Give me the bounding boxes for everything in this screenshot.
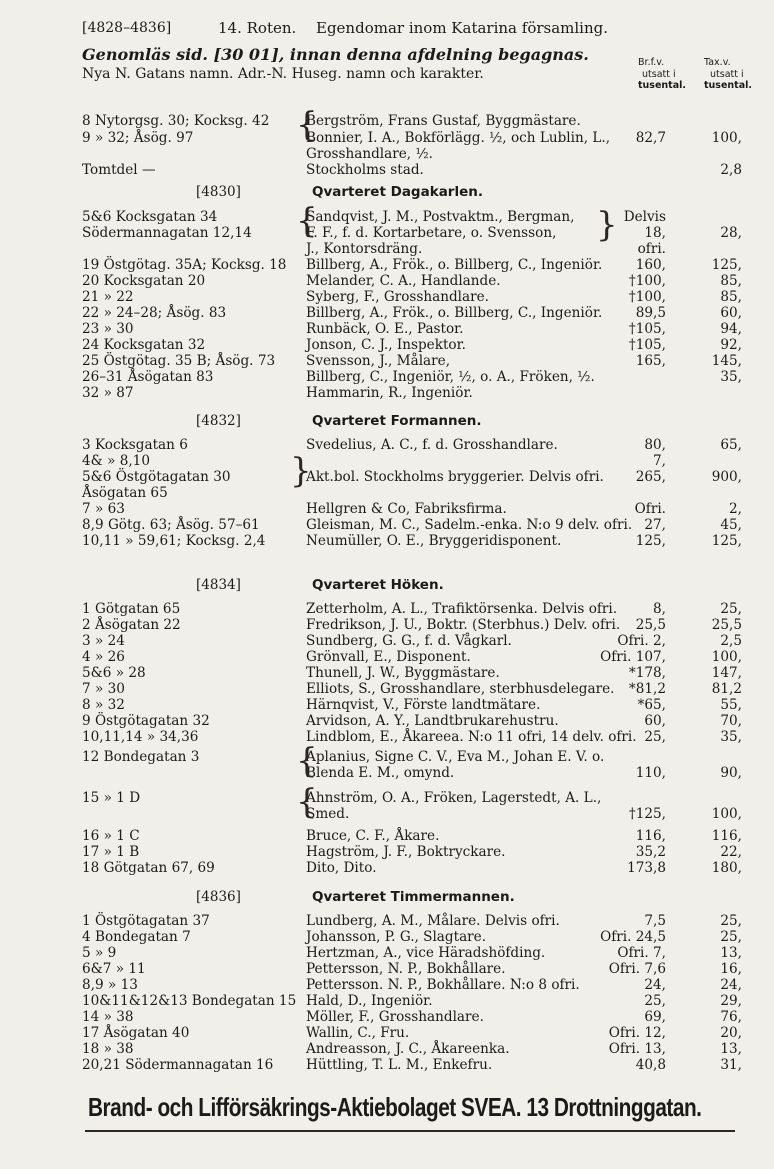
owner-cell: Billberg, A., Frök., o. Billberg, C., Ingeniör.: [306, 257, 603, 273]
brace-decoration: {: [296, 201, 318, 241]
owner-cell: Lindblom, E., Åkareea. N:o 11 ofri, 14 delv. ofri.: [306, 729, 637, 745]
fire-value-cell: Ofri. 2,: [617, 633, 666, 649]
owner-cell: Pettersson, N. P., Bokhållare.: [306, 961, 506, 977]
block-number: [4834]: [196, 577, 241, 593]
owner-cell: Bruce, C. F., Åkare.: [306, 828, 440, 844]
owner-cell: F. F., f. d. Kortarbetare, o. Svensson,: [306, 225, 557, 241]
owner-cell: Hertzman, A., vice Häradshöfding.: [306, 945, 546, 961]
brace-decoration: {: [296, 105, 318, 145]
quarter-title: Qvarteret Dagakarlen.: [312, 184, 483, 200]
address-cell: 9 » 32; Åsög. 97: [82, 130, 194, 146]
address-cell: 20,21 Södermannagatan 16: [82, 1057, 274, 1073]
page-range: [4828–4836]: [82, 20, 172, 36]
roten-label: 14. Roten.: [218, 19, 297, 37]
fire-value-cell: 116,: [635, 828, 666, 844]
tax-value-cell: 900,: [711, 469, 742, 485]
address-cell: 25 Östgötag. 35 B; Åsög. 73: [82, 353, 276, 369]
owner-cell: Dito, Dito.: [306, 860, 377, 876]
fire-value-cell: Ofri. 24,5: [600, 929, 666, 945]
fire-value-cell: 8,: [653, 601, 666, 617]
col-head-br: Br.f.v.: [638, 57, 665, 68]
fire-value-cell: Ofri. 107,: [600, 649, 666, 665]
fire-value-cell: 173,8: [627, 860, 666, 876]
address-cell: 20 Kocksgatan 20: [82, 273, 206, 289]
tax-value-cell: 125,: [711, 257, 742, 273]
address-cell: 32 » 87: [82, 385, 134, 401]
tax-value-cell: 35,: [720, 729, 742, 745]
tax-value-cell: 20,: [720, 1025, 742, 1041]
tax-value-cell: 24,: [720, 977, 742, 993]
owner-cell: Svedelius, A. C., f. d. Grosshandlare.: [306, 437, 558, 453]
address-cell: Södermannagatan 12,14: [82, 225, 252, 241]
owner-cell: Hammarin, R., Ingeniör.: [306, 385, 473, 401]
owner-cell: Hellgren & Co, Fabriksfirma.: [306, 501, 507, 517]
owner-cell: J., Kontorsdräng.: [306, 241, 423, 257]
owner-cell: Hald, D., Ingeniör.: [306, 993, 433, 1009]
tax-value-cell: 13,: [720, 1041, 742, 1057]
owner-cell: Akt.bol. Stockholms bryggerier. Delvis ofri.: [306, 469, 604, 485]
tax-value-cell: 125,: [711, 533, 742, 549]
tax-value-cell: 90,: [720, 765, 742, 781]
block-number: [4832]: [196, 413, 241, 429]
fire-value-cell: †125,: [628, 806, 666, 822]
fire-value-cell: 69,: [644, 1009, 666, 1025]
tax-value-cell: 85,: [720, 273, 742, 289]
address-cell: 8,9 » 13: [82, 977, 138, 993]
fire-value-cell: 27,: [644, 517, 666, 533]
fire-value-cell: *65,: [637, 697, 666, 713]
owner-cell: Johansson, P. G., Slagtare.: [306, 929, 487, 945]
tax-value-cell: 60,: [720, 305, 742, 321]
address-cell: 5&6 » 28: [82, 665, 146, 681]
owner-cell: Sandqvist, J. M., Postvaktm., Bergman,: [306, 209, 575, 225]
owner-cell: Arvidson, A. Y., Landtbrukarehustru.: [306, 713, 559, 729]
address-cell: 18 » 38: [82, 1041, 134, 1057]
fire-value-cell: ofri.: [637, 241, 666, 257]
fire-value-cell: †105,: [628, 337, 666, 353]
tax-value-cell: 100,: [711, 649, 742, 665]
fire-value-cell: †100,: [628, 289, 666, 305]
owner-cell: Bergström, Frans Gustaf, Byggmästare.: [306, 113, 581, 129]
tax-value-cell: 13,: [720, 945, 742, 961]
address-cell: 8,9 Götg. 63; Åsög. 57–61: [82, 517, 260, 533]
tax-value-cell: 70,: [720, 713, 742, 729]
col-head-tusental-2: tusental.: [704, 80, 752, 91]
quarter-title: Qvarteret Timmermannen.: [312, 889, 515, 905]
owner-cell: Jonson, C. J., Inspektor.: [306, 337, 466, 353]
tax-value-cell: 28,: [720, 225, 742, 241]
column-header-left: Nya N. Gatans namn. Adr.-N. Huseg. namn och karakter.: [82, 66, 484, 82]
fire-value-cell: 25,: [644, 993, 666, 1009]
fire-value-cell: 25,: [644, 729, 666, 745]
tax-value-cell: 2,8: [720, 162, 742, 178]
address-cell: 19 Östgötag. 35A; Kocksg. 18: [82, 257, 287, 273]
fire-value-cell: †100,: [628, 273, 666, 289]
fire-value-cell: 89,5: [635, 305, 666, 321]
owner-cell: Bonnier, I. A., Bokförlägg. ½, och Lublin, L.,: [306, 130, 611, 146]
address-cell: 8 » 32: [82, 697, 125, 713]
tax-value-cell: 92,: [720, 337, 742, 353]
owner-cell: Andreasson, J. C., Åkareenka.: [306, 1041, 510, 1057]
owner-cell: Svensson, J., Målare,: [306, 353, 451, 369]
tax-value-cell: 2,: [729, 501, 742, 517]
address-cell: Tomtdel —: [82, 162, 156, 178]
fire-value-cell: Ofri. 12,: [608, 1025, 666, 1041]
tax-value-cell: 25,: [720, 601, 742, 617]
address-cell: 7 » 30: [82, 681, 125, 697]
owner-cell: Stockholms stad.: [306, 162, 424, 178]
page-title: Egendomar inom Katarina församling.: [316, 19, 609, 37]
address-cell: 26–31 Åsögatan 83: [82, 369, 214, 385]
address-cell: 4 » 26: [82, 649, 125, 665]
owner-cell: Lundberg, A. M., Målare. Delvis ofri.: [306, 913, 560, 929]
block-number: [4836]: [196, 889, 241, 905]
quarter-title: Qvarteret Formannen.: [312, 413, 482, 429]
address-cell: 14 » 38: [82, 1009, 134, 1025]
address-cell: 4& » 8,10: [82, 453, 150, 469]
address-cell: 5&6 Kocksgatan 34: [82, 209, 218, 225]
owner-cell: Hüttling, T. L. M., Enkefru.: [306, 1057, 493, 1073]
owner-cell: Smed.: [306, 806, 350, 822]
col-head-utsatt-1: utsatt i: [642, 69, 676, 80]
tax-value-cell: 35,: [720, 369, 742, 385]
block-number: [4830]: [196, 184, 241, 200]
address-cell: 7 » 63: [82, 501, 125, 517]
brace-decoration: }: [290, 451, 312, 491]
fire-value-cell: 18,: [644, 225, 666, 241]
instruction-line: Genomläs sid. [30 01], innan denna afdelning begagnas.: [82, 45, 589, 64]
fire-value-cell: 160,: [635, 257, 666, 273]
fire-value-cell: 25,5: [635, 617, 666, 633]
address-cell: 15 » 1 D: [82, 790, 141, 806]
quarter-title: Qvarteret Höken.: [312, 577, 444, 593]
address-cell: 22 » 24–28; Åsög. 83: [82, 305, 227, 321]
address-cell: 21 » 22: [82, 289, 134, 305]
tax-value-cell: 147,: [711, 665, 742, 681]
tax-value-cell: 22,: [720, 844, 742, 860]
tax-value-cell: 31,: [720, 1057, 742, 1073]
fire-value-cell: *81,2: [628, 681, 666, 697]
fire-value-cell: 165,: [635, 353, 666, 369]
fire-value-cell: 35,2: [635, 844, 666, 860]
tax-value-cell: 25,5: [711, 617, 742, 633]
address-cell: 8 Nytorgsg. 30; Kocksg. 42: [82, 113, 270, 129]
owner-cell: Neumüller, O. E., Bryggeridisponent.: [306, 533, 562, 549]
address-cell: 18 Götgatan 67, 69: [82, 860, 215, 876]
address-cell: 23 » 30: [82, 321, 134, 337]
tax-value-cell: 25,: [720, 929, 742, 945]
address-cell: 3 » 24: [82, 633, 125, 649]
address-cell: 10,11 » 59,61; Kocksg. 2,4: [82, 533, 266, 549]
brace-decoration: {: [296, 741, 318, 781]
address-cell: 16 » 1 C: [82, 828, 140, 844]
tax-value-cell: 29,: [720, 993, 742, 1009]
tax-value-cell: 145,: [711, 353, 742, 369]
tax-value-cell: 25,: [720, 913, 742, 929]
address-cell: 24 Kocksgatan 32: [82, 337, 206, 353]
col-head-tusental-1: tusental.: [638, 80, 686, 91]
address-cell: 9 Östgötagatan 32: [82, 713, 210, 729]
address-cell: 2 Åsögatan 22: [82, 617, 181, 633]
tax-value-cell: 85,: [720, 289, 742, 305]
address-cell: Åsögatan 65: [82, 485, 168, 501]
owner-cell: Möller, F., Grosshandlare.: [306, 1009, 484, 1025]
address-cell: 5 » 9: [82, 945, 117, 961]
address-cell: 17 » 1 B: [82, 844, 140, 860]
owner-cell: Elliots, S., Grosshandlare, sterbhusdelegare.: [306, 681, 615, 697]
address-cell: 17 Åsögatan 40: [82, 1025, 190, 1041]
owner-cell: Runbäck, O. E., Pastor.: [306, 321, 464, 337]
footer-rule: [85, 1130, 735, 1132]
tax-value-cell: 94,: [720, 321, 742, 337]
owner-cell: Zetterholm, A. L., Trafiktörsenka. Delvis ofri.: [306, 601, 618, 617]
address-cell: 10,11,14 » 34,36: [82, 729, 199, 745]
address-cell: 1 Götgatan 65: [82, 601, 181, 617]
owner-cell: Gleisman, M. C., Sadelm.-enka. N:o 9 delv. ofri.: [306, 517, 633, 533]
owner-cell: Härnqvist, V., Förste landtmätare.: [306, 697, 541, 713]
owner-cell: Fredrikson, J. U., Boktr. (Sterbhus.) Delv. ofri.: [306, 617, 621, 633]
owner-cell: Billberg, C., Ingeniör, ½, o. A., Fröken, ½.: [306, 369, 595, 385]
owner-cell: Pettersson. N. P., Bokhållare. N:o 8 ofri.: [306, 977, 580, 993]
fire-value-cell: *178,: [628, 665, 666, 681]
owner-cell: Thunell, J. W., Byggmästare.: [306, 665, 500, 681]
address-cell: 10&11&12&13 Bondegatan 15: [82, 993, 297, 1009]
fire-value-cell: Ofri.: [634, 501, 666, 517]
address-cell: 3 Kocksgatan 6: [82, 437, 188, 453]
fire-value-cell: 7,5: [644, 913, 666, 929]
fire-value-cell: 82,7: [635, 130, 666, 146]
tax-value-cell: 16,: [720, 961, 742, 977]
owner-cell: Ahnström, O. A., Fröken, Lagerstedt, A. L.,: [306, 790, 602, 806]
tax-value-cell: 100,: [711, 130, 742, 146]
fire-value-cell: 24,: [644, 977, 666, 993]
tax-value-cell: 76,: [720, 1009, 742, 1025]
tax-value-cell: 100,: [711, 806, 742, 822]
address-cell: 4 Bondegatan 7: [82, 929, 191, 945]
fire-value-cell: 7,: [653, 453, 666, 469]
tax-value-cell: 65,: [720, 437, 742, 453]
fire-value-cell: Ofri. 7,: [617, 945, 666, 961]
col-head-utsatt-2: utsatt i: [710, 69, 744, 80]
address-cell: 6&7 » 11: [82, 961, 146, 977]
fire-value-cell: Delvis: [623, 209, 666, 225]
fire-value-cell: 60,: [644, 713, 666, 729]
tax-value-cell: 180,: [711, 860, 742, 876]
owner-cell: Grönvall, E., Disponent.: [306, 649, 471, 665]
address-cell: 12 Bondegatan 3: [82, 749, 200, 765]
owner-cell: Grosshandlare, ½.: [306, 146, 433, 162]
owner-cell: Blenda E. M., omynd.: [306, 765, 455, 781]
fire-value-cell: 40,8: [635, 1057, 666, 1073]
fire-value-cell: 265,: [635, 469, 666, 485]
address-cell: 5&6 Östgötagatan 30: [82, 469, 231, 485]
fire-value-cell: †105,: [628, 321, 666, 337]
address-cell: 1 Östgötagatan 37: [82, 913, 210, 929]
owner-cell: Melander, C. A., Handlande.: [306, 273, 501, 289]
col-head-tax: Tax.v.: [704, 57, 731, 68]
fire-value-cell: 110,: [635, 765, 666, 781]
brace-decoration: }: [596, 205, 618, 245]
owner-cell: Hagström, J. F., Boktryckare.: [306, 844, 506, 860]
tax-value-cell: 116,: [711, 828, 742, 844]
owner-cell: Syberg, F., Grosshandlare.: [306, 289, 489, 305]
owner-cell: Aplanius, Signe C. V., Eva M., Johan E. V. o.: [306, 749, 605, 765]
brace-decoration: {: [296, 782, 318, 822]
fire-value-cell: 80,: [644, 437, 666, 453]
owner-cell: Wallin, C., Fru.: [306, 1025, 410, 1041]
fire-value-cell: Ofri. 13,: [608, 1041, 666, 1057]
owner-cell: Billberg, A., Frök., o. Billberg, C., Ingeniör.: [306, 305, 603, 321]
tax-value-cell: 2,5: [720, 633, 742, 649]
advertisement-footer: Brand- och Lifförsäkrings-Aktiebolaget SVEA. 13 Drottninggatan.: [88, 1092, 702, 1122]
fire-value-cell: 125,: [635, 533, 666, 549]
tax-value-cell: 81,2: [711, 681, 742, 697]
owner-cell: Sundberg, G. G., f. d. Vågkarl.: [306, 633, 512, 649]
tax-value-cell: 45,: [720, 517, 742, 533]
fire-value-cell: Ofri. 7,6: [608, 961, 666, 977]
tax-value-cell: 55,: [720, 697, 742, 713]
